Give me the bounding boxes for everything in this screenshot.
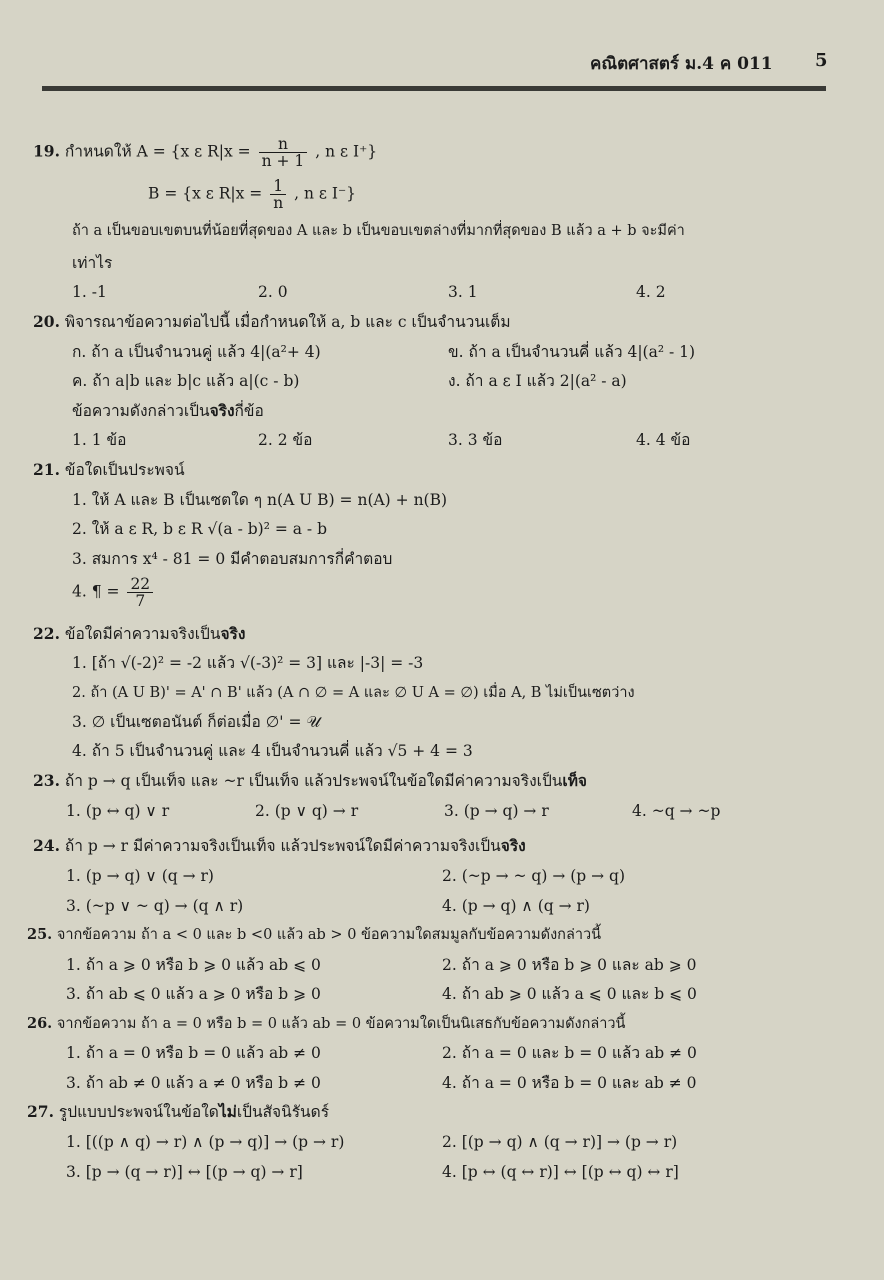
- q20-question: [72, 401, 264, 421]
- page-number: 5: [815, 50, 828, 71]
- q19-set-b: [148, 178, 356, 211]
- fraction-numerator: 22: [127, 576, 153, 593]
- q21-option-1: 1. ให้ A และ B เป็นเซตใด ๆ n(A U B) = n(A) + n(B): [72, 491, 448, 509]
- emphasis-text: จริง: [209, 401, 235, 420]
- fraction-denominator: 7: [135, 592, 146, 610]
- emphasis-text: จริง: [500, 836, 526, 855]
- q24-option-1: 1. (p → q) ∨ (q → r): [66, 867, 214, 885]
- q27-option-1: 1. [((p ∧ q) → r) ∧ (p → q)] → (p → r): [66, 1133, 345, 1151]
- question-text: ข้อความดังกล่าวเป็น: [72, 402, 210, 420]
- q22-option-3: 3. ∅ เป็นเซตอนันต์ ก็ต่อเมื่อ ∅' = 𝒰: [72, 713, 321, 731]
- q24-option-4: 4. (p → q) ∧ (q → r): [442, 897, 590, 915]
- question-text: ข้อใดเป็นประพจน์: [64, 461, 185, 479]
- question-21: [33, 460, 185, 480]
- q26-option-1: 1. ถ้า a = 0 หรือ b = 0 แล้ว ab ≠ 0: [66, 1044, 321, 1062]
- q26-option-2: 2. ถ้า a = 0 และ b = 0 แล้ว ab ≠ 0: [442, 1044, 697, 1062]
- question-number: 27.: [27, 1102, 54, 1121]
- question-number: 22.: [33, 624, 60, 643]
- q27-option-4: 4. [p ↔ (q ↔ r)] ↔ [(p ↔ q) ↔ r]: [442, 1163, 679, 1181]
- q23-option-1: 1. (p ↔ q) ∨ r: [66, 802, 170, 820]
- q19-set-b-suffix: , n ε I⁻}: [294, 184, 357, 203]
- q24-option-2: 2. (~p → ~ q) → (p → q): [442, 867, 626, 885]
- q23-option-2: 2. (p ∨ q) → r: [255, 802, 359, 820]
- q25-option-3: 3. ถ้า ab ⩽ 0 แล้ว a ⩾ 0 หรือ b ⩾ 0: [66, 985, 321, 1003]
- question-number: 19.: [33, 141, 60, 161]
- q27-option-2: 2. [(p → q) ∧ (q → r)] → (p → r): [442, 1133, 678, 1151]
- fraction-denominator: n + 1: [261, 152, 305, 170]
- question-text: จากข้อความ ถ้า a < 0 และ b <0 แล้ว ab > 0 ข้อความใดสมมูลกับข้อความดังกล่าวนี้: [56, 927, 602, 943]
- q22-option-4: 4. ถ้า 5 เป็นจำนวนคู่ และ 4 เป็นจำนวนคี่ แล้ว √5 + 4 = 3: [72, 742, 473, 760]
- question-27: [27, 1102, 329, 1122]
- question-text: ถ้า p → q เป็นเท็จ และ ~r เป็นเท็จ แล้วประพจน์ในข้อใดมีค่าความจริงเป็น: [64, 772, 563, 790]
- q20-option-1: 1. 1 ข้อ: [72, 431, 127, 449]
- q21-option-2: 2. ให้ a ε R, b ε R √(a - b)² = a - b: [72, 520, 328, 538]
- q20-option-4: 4. 4 ข้อ: [636, 431, 691, 449]
- q19-option-3: 3. 1: [448, 283, 478, 301]
- fraction-denominator: n: [273, 194, 284, 212]
- q19-option-2: 2. 0: [258, 283, 288, 301]
- q22-option-2: 2. ถ้า (A U B)' = A' ∩ B' แล้ว (A ∩ ∅ = A และ ∅ U A = ∅) เมื่อ A, B ไม่เป็นเซตว่าง: [72, 685, 635, 701]
- fraction-numerator: 1: [270, 178, 286, 195]
- question-number: 25.: [27, 926, 53, 943]
- q25-option-4: 4. ถ้า ab ⩾ 0 แล้ว a ⩽ 0 และ b ⩽ 0: [442, 985, 697, 1003]
- question-text: ข้อใดมีค่าความจริงเป็น: [64, 625, 221, 643]
- question-text: รูปแบบประพจน์ในข้อใด: [58, 1103, 219, 1121]
- question-text: เป็นสัจนิรันดร์: [236, 1103, 330, 1121]
- question-25: [27, 925, 601, 945]
- q24-option-3: 3. (~p ∨ ~ q) → (q ∧ r): [66, 897, 244, 915]
- question-number: 21.: [33, 460, 60, 479]
- question-26: [27, 1014, 625, 1034]
- question-text: กี่ข้อ: [234, 402, 264, 420]
- q20-statement-c: ค. ถ้า a|b และ b|c แล้ว a|(c - b): [72, 372, 300, 390]
- q19-fraction-a: [259, 136, 308, 169]
- q21-option-3: 3. สมการ x⁴ - 81 = 0 มีคำตอบสมการกี่คำตอบ: [72, 550, 393, 568]
- question-24: [33, 836, 526, 856]
- q21-fraction: [127, 576, 153, 609]
- q19-text: ถ้า a เป็นขอบเขตบนที่น้อยที่สุดของ A และ b เป็นขอบเขตล่างที่มากที่สุดของ B แล้ว a + b จะมีค่า: [72, 223, 685, 239]
- q27-option-3: 3. [p → (q → r)] ↔ [(p → q) → r]: [66, 1163, 303, 1181]
- emphasis-text: จริง: [220, 624, 246, 643]
- emphasis-text: ไม่: [218, 1102, 237, 1121]
- question-text: ถ้า p → r มีค่าความจริงเป็นเท็จ แล้วประพจน์ใดมีค่าความจริงเป็น: [64, 837, 501, 855]
- question-number: 24.: [33, 836, 60, 855]
- q19-set-a-suffix: , n ε I⁺}: [315, 142, 378, 161]
- q19-option-4: 4. 2: [636, 283, 666, 301]
- q26-option-3: 3. ถ้า ab ≠ 0 แล้ว a ≠ 0 หรือ b ≠ 0: [66, 1074, 321, 1092]
- q20-option-2: 2. 2 ข้อ: [258, 431, 313, 449]
- q20-statement-d: ง. ถ้า a ε I แล้ว 2|(a² - a): [448, 372, 627, 390]
- q25-option-1: 1. ถ้า a ⩾ 0 หรือ b ⩾ 0 แล้ว ab ⩽ 0: [66, 956, 321, 974]
- q20-statement-a: ก. ถ้า a เป็นจำนวนคู่ แล้ว 4|(a²+ 4): [72, 343, 321, 361]
- q19-set-a-prefix: กำหนดให้ A = {x ε R|x =: [64, 142, 251, 161]
- q23-option-3: 3. (p → q) → r: [444, 802, 549, 820]
- question-number: 26.: [27, 1015, 53, 1032]
- q20-option-3: 3. 3 ข้อ: [448, 431, 503, 449]
- q19-option-1: 1. -1: [72, 283, 107, 301]
- q22-option-1: 1. [ถ้า √(-2)² = -2 แล้ว √(-3)² = 3] และ |-3| = -3: [72, 654, 424, 672]
- header-rule: [42, 86, 826, 91]
- question-number: 23.: [33, 771, 60, 790]
- question-23: [33, 771, 587, 791]
- question-22: [33, 624, 245, 644]
- fraction-numerator: n: [259, 136, 308, 153]
- q19-fraction-b: [270, 178, 286, 211]
- q26-option-4: 4. ถ้า a = 0 หรือ b = 0 และ ab ≠ 0: [442, 1074, 697, 1092]
- option-text: 4. ¶ =: [72, 582, 120, 601]
- emphasis-text: เท็จ: [562, 771, 587, 790]
- question-text: จากข้อความ ถ้า a = 0 หรือ b = 0 แล้ว ab = 0 ข้อความใดเป็นนิเสธกับข้อความดังกล่าวนี้: [56, 1016, 626, 1032]
- q20-statement-b: ข. ถ้า a เป็นจำนวนคี่ แล้ว 4|(a² - 1): [448, 343, 696, 361]
- question-20: [33, 312, 511, 332]
- q19-set-b-prefix: B = {x ε R|x =: [148, 184, 263, 203]
- question-number: 20.: [33, 312, 60, 331]
- question-text: พิจารณาข้อความต่อไปนี้ เมื่อกำหนดให้ a, b และ c เป็นจำนวนเต็ม: [64, 313, 511, 331]
- q21-option-4: [72, 576, 156, 609]
- book-title: คณิตศาสตร์ ม.4 ค 011: [590, 54, 773, 74]
- q25-option-2: 2. ถ้า a ⩾ 0 หรือ b ⩾ 0 และ ab ⩾ 0: [442, 956, 697, 974]
- q23-option-4: 4. ~q → ~p: [632, 802, 721, 820]
- question-19: [33, 136, 377, 169]
- q19-text-cont: เท่าไร: [72, 254, 113, 272]
